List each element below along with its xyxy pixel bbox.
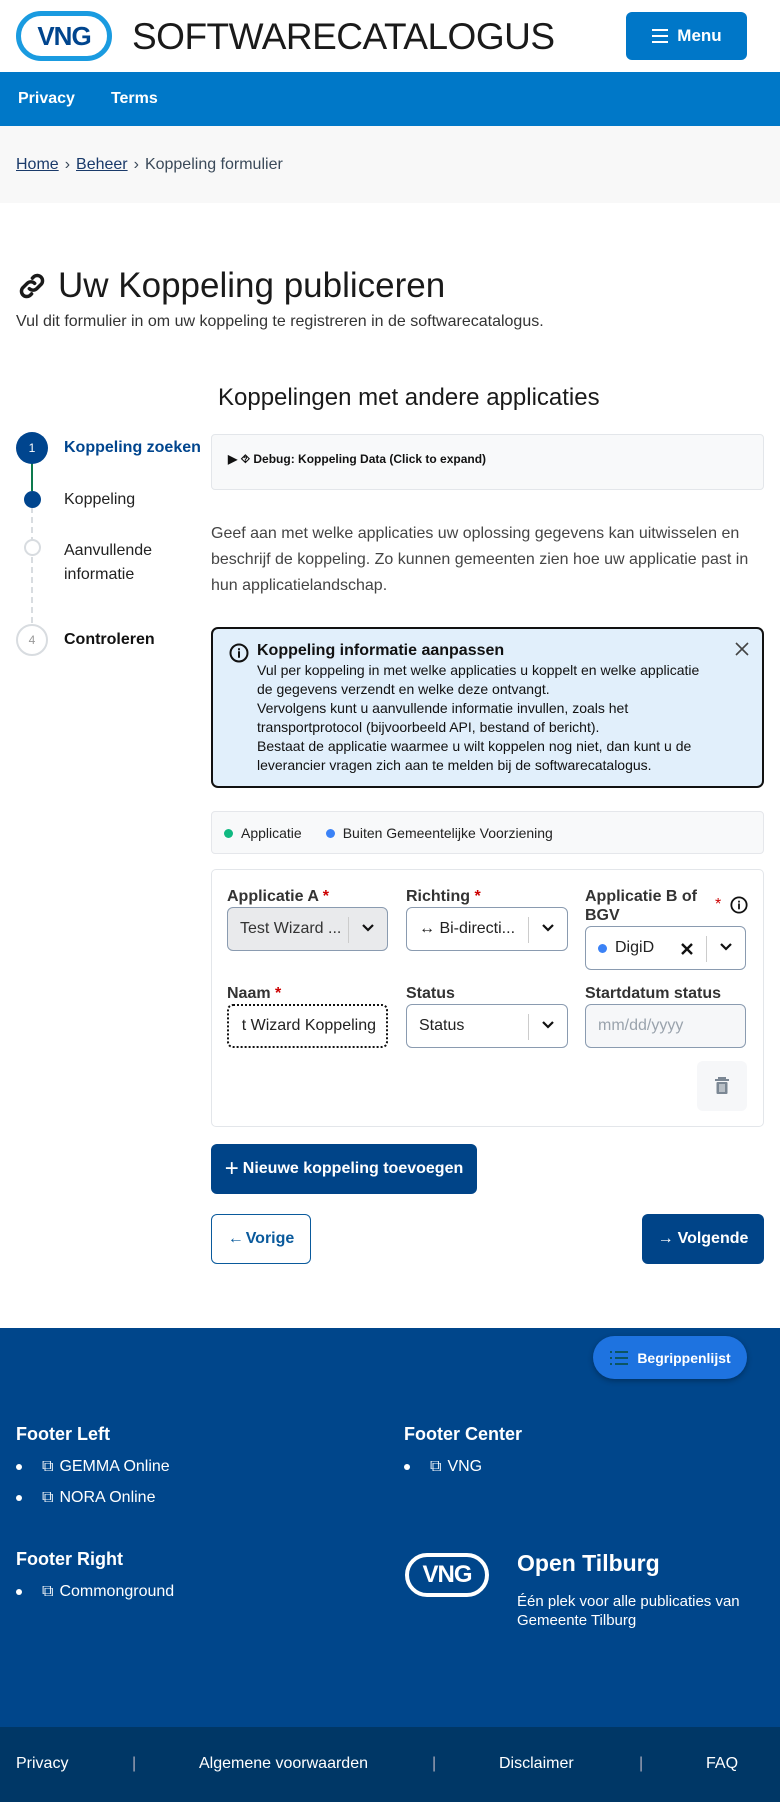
startdatum-input[interactable]: mm/dd/yyyy xyxy=(585,1004,746,1048)
breadcrumb xyxy=(0,126,780,203)
footer-right-title: Footer Right xyxy=(16,1549,123,1569)
info-icon[interactable] xyxy=(730,896,748,914)
bottom-link-voorwaarden[interactable]: Algemene voorwaarden xyxy=(199,1755,368,1772)
app-b-value: DigiD xyxy=(615,939,655,956)
close-icon[interactable] xyxy=(734,641,750,657)
plus-icon: + xyxy=(224,1155,239,1182)
footer-vng-logo: VNG xyxy=(405,1553,489,1597)
separator: | xyxy=(639,1755,644,1772)
step-connector xyxy=(31,463,33,491)
debug-toggle[interactable]: ▶ ⯑ Debug: Koppeling Data (Click to expand) xyxy=(211,434,764,490)
chevron-down-icon xyxy=(541,1017,555,1031)
step-3-label[interactable]: Aanvullende informatie xyxy=(64,542,153,583)
alert-title: Koppeling informatie aanpassen xyxy=(257,642,505,659)
naam-label: Naam * xyxy=(227,985,282,1002)
info-icon xyxy=(229,643,249,663)
glossary-button[interactable] xyxy=(593,1336,747,1379)
naam-input[interactable] xyxy=(227,1004,388,1048)
blue-dot-icon xyxy=(598,944,607,953)
app-a-select[interactable] xyxy=(227,907,388,951)
step-4-label[interactable]: Controleren xyxy=(64,631,155,648)
breadcrumb-home[interactable]: Home xyxy=(16,155,59,173)
menu-button[interactable] xyxy=(626,12,747,60)
chevron-down-icon xyxy=(541,920,555,934)
blue-dot-icon xyxy=(326,829,335,838)
richting-select[interactable] xyxy=(406,907,568,951)
footer-left-title: Footer Left xyxy=(16,1424,110,1444)
legend xyxy=(211,811,764,854)
status-value: Status xyxy=(419,1017,465,1034)
footer-link-gemma[interactable]: ⧉ GEMMA Online xyxy=(16,1458,170,1476)
menu-label: Menu xyxy=(677,26,722,45)
site-title[interactable]: SOFTWARECATALOGUS xyxy=(132,16,555,57)
required-mark: * xyxy=(715,896,722,913)
info-alert xyxy=(211,627,764,788)
app-b-select[interactable] xyxy=(585,926,746,970)
chevron-down-icon xyxy=(361,920,375,934)
step-2-dot xyxy=(24,491,41,508)
chevron-right-icon: › xyxy=(133,155,139,173)
footer-brand-title: Open Tilburg xyxy=(517,1550,660,1576)
previous-button[interactable] xyxy=(211,1214,311,1264)
app-b-label: Applicatie B of BGV xyxy=(585,888,698,924)
startdatum-label: Startdatum status xyxy=(585,985,722,1002)
top-nav xyxy=(0,72,780,126)
next-button[interactable] xyxy=(642,1214,764,1264)
clear-icon[interactable] xyxy=(681,943,693,955)
footer-link-vng[interactable]: ⧉ VNG xyxy=(404,1458,482,1476)
step-2-label[interactable]: Koppeling xyxy=(64,491,136,508)
alert-line: transportprotocol (bijvoorbeeld API, bestand of bericht). xyxy=(257,719,600,735)
app-a-label: Applicatie A * xyxy=(227,888,329,905)
chevron-down-icon xyxy=(719,939,733,953)
legend-item-applicatie: Applicatie xyxy=(224,825,302,841)
app-a-value: Test Wizard ... xyxy=(240,920,342,937)
breadcrumb-beheer[interactable]: Beheer xyxy=(76,155,128,173)
bottom-link-privacy[interactable]: Privacy xyxy=(16,1755,69,1772)
external-link-icon: ⧉ xyxy=(42,1583,54,1600)
koppeling-card xyxy=(211,869,764,1127)
footer-bottom-bar xyxy=(0,1727,780,1802)
external-link-icon: ⧉ xyxy=(42,1489,54,1506)
alert-line: Vul per koppeling in met welke applicaties u koppelt en welke applicatie xyxy=(257,662,700,678)
arrow-right-icon: → xyxy=(657,1230,674,1247)
footer xyxy=(0,1328,780,1727)
status-select[interactable] xyxy=(406,1004,568,1048)
external-link-icon: ⧉ xyxy=(42,1458,54,1475)
status-label: Status xyxy=(406,985,455,1002)
nav-privacy[interactable]: Privacy xyxy=(18,90,75,107)
nav-terms[interactable]: Terms xyxy=(110,90,158,107)
legend-item-bgv: Buiten Gemeentelijke Voorziening xyxy=(326,825,553,841)
next-label: Volgende xyxy=(677,1230,749,1247)
green-dot-icon xyxy=(224,829,233,838)
trash-icon xyxy=(714,1077,730,1095)
page-subtitle: Vul dit formulier in om uw koppeling te registreren in de softwarecatalogus. xyxy=(16,313,544,330)
add-koppeling-button[interactable] xyxy=(211,1144,477,1194)
step-3-dot xyxy=(24,539,41,556)
site-header xyxy=(0,0,780,72)
richting-label: Richting * xyxy=(406,888,481,905)
step-1-circle[interactable]: 1 xyxy=(16,432,48,464)
external-link-icon: ⧉ xyxy=(430,1458,442,1475)
hamburger-icon xyxy=(651,28,669,44)
step-connector xyxy=(31,507,33,633)
alert-line: Vervolgens kunt u aanvullende informatie invullen, zoals het xyxy=(257,700,629,716)
alert-line: Bestaat de applicatie waarmee u wilt koppelen nog niet, dan kunt u de xyxy=(257,738,692,754)
separator: | xyxy=(132,1755,137,1772)
alert-line: leverancier vragen zich aan te melden bij de softwarecatalogus. xyxy=(257,757,652,773)
add-koppeling-label: Nieuwe koppeling toevoegen xyxy=(242,1160,464,1177)
bottom-link-faq[interactable]: FAQ xyxy=(706,1755,739,1772)
page-title xyxy=(16,266,445,306)
step-4-circle[interactable]: 4 xyxy=(16,624,48,656)
breadcrumb-current: Koppeling formulier xyxy=(144,155,283,173)
previous-label: Vorige xyxy=(245,1230,295,1247)
section-title: Koppelingen met andere applicaties xyxy=(218,384,600,411)
page-title-text: Uw Koppeling publiceren xyxy=(58,266,446,305)
chevron-right-icon: › xyxy=(64,155,71,173)
glossary-label: Begrippenlijst xyxy=(637,1349,731,1366)
delete-button[interactable] xyxy=(697,1061,747,1111)
footer-center-title: Footer Center xyxy=(404,1424,523,1444)
richting-value: ↔ Bi-directi... xyxy=(419,920,516,937)
footer-brand-tagline: Één plek voor alle publicaties van Gemeente Tilburg xyxy=(517,1593,740,1629)
link-icon xyxy=(16,270,48,302)
step-1-label[interactable]: Koppeling zoeken xyxy=(64,439,201,456)
footer-link-commonground[interactable]: ⧉ Commonground xyxy=(16,1583,174,1601)
separator: | xyxy=(432,1755,437,1772)
arrow-left-icon: ← xyxy=(227,1230,244,1247)
footer-link-nora[interactable]: ⧉ NORA Online xyxy=(16,1489,155,1507)
list-icon xyxy=(609,1350,629,1366)
bottom-link-disclaimer[interactable]: Disclaimer xyxy=(499,1755,574,1772)
alert-line: de gegevens verzendt en welke deze ontvangt. xyxy=(257,681,550,697)
vng-logo[interactable]: VNG xyxy=(16,11,112,61)
intro-text: Geef aan met welke applicaties uw oplossing gegevens kan uitwisselen en beschrijf de koppeling. Zo kunnen gemeenten zien hoe uw applicatie past in hun applicatielandschap. xyxy=(211,525,749,594)
